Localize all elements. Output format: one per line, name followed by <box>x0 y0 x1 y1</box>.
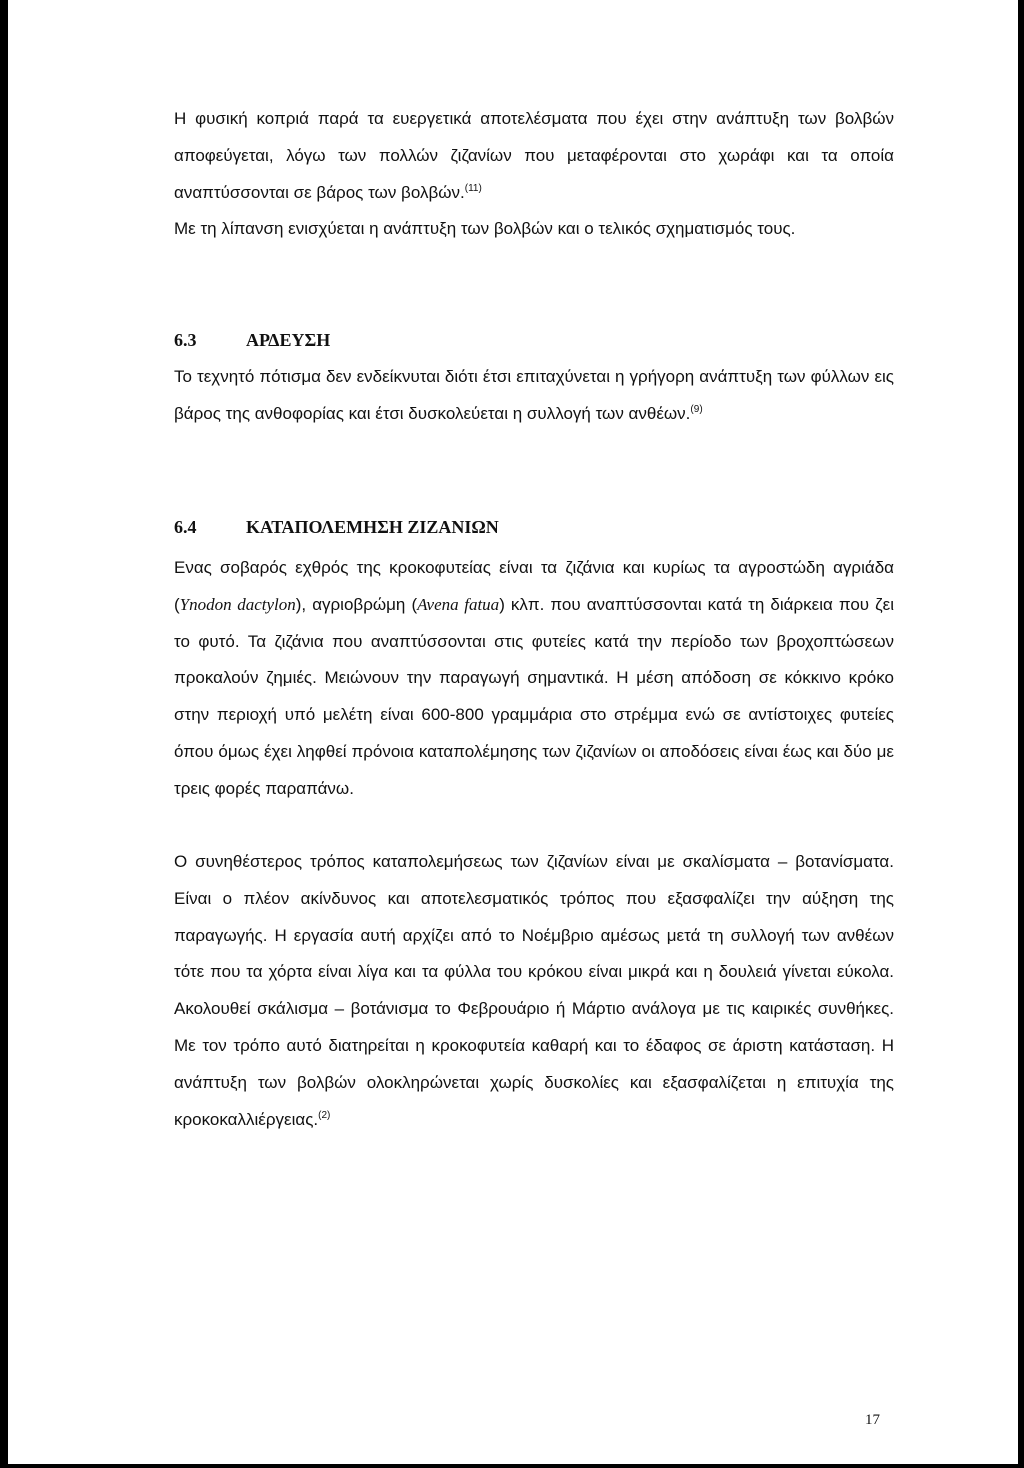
section-title: ΚΑΤΑΠΟΛΕΜΗΣΗ ΖΙΖΑΝΙΩΝ <box>246 517 499 537</box>
irrigation-paragraph: Το τεχνητό πότισμα δεν ενδείκνυται διότι έτσι επιταχύνεται η γρήγορη ανάπτυξη των φύλλων εις βάρος της ανθοφορίας και έτσι δυσκολεύεται η συλλογή των ανθέων.$^{(9)}$ <box>174 367 894 423</box>
page-number: 17 <box>865 1412 880 1428</box>
latin-species-name: Avena fatua <box>417 594 500 614</box>
weed-control-paragraph-1: Ενας σοβαρός εχθρός της κροκοφυτείας είναι τα ζιζάνια και κυρίως τα αγροστώδη αγριάδα (Ynodon dactylon), αγριοβρώμη (Avena fatua) κλπ. που αναπτύσσονται κατά τη διάρκεια που ζει το φυτό. Τα ζιζάνια που αναπτύσσονται στις φυτείες κατά την περίοδο των βροχοπτώσεων προκαλούν ζημιές. Μειώνουν την παραγωγή σημαντικά. Η μέση απόδοση σε κόκκινο κρόκο στην περιοχή υπό μελέτη είναι 600-800 γραμμάρια στο στρέμμα ενώ σε αντίστοιχες φυτείες όπου όμως έχει ληφθεί πρόνοια καταπολέμησης των ζιζανίων οι αποδόσεις είναι έως και δύο με τρεις φορές παραπάνω. <box>174 558 894 798</box>
section-number: 6.3 <box>174 330 197 350</box>
reference-marker: (9) <box>690 403 703 415</box>
section-heading-irrigation <box>174 329 330 351</box>
document-page <box>8 0 1018 1464</box>
section-title: ΑΡΔΕΥΣΗ <box>246 330 331 350</box>
reference-marker: (11) <box>464 182 482 194</box>
section-heading-weed-control <box>174 516 499 538</box>
intro-paragraph-manure: Η φυσική κοπριά παρά τα ευεργετικά αποτελέσματα που έχει στην ανάπτυξη των βολβών αποφεύγεται, λόγω των πολλών ζιζανίων που μεταφέρονται στο χωράφι και τα οποία αναπτύσσονται σε βάρος των βολβών.$^{(11)}$ <box>174 109 894 202</box>
reference-marker: (2) <box>318 1109 331 1121</box>
intro-paragraph-fertilization: Με τη λίπανση ενισχύεται η ανάπτυξη των βολβών και ο τελικός σχηματισμός τους. <box>174 219 796 238</box>
latin-species-name: Ynodon dactylon <box>179 594 296 614</box>
section-number: 6.4 <box>174 517 197 537</box>
weed-control-paragraph-2: Ο συνηθέστερος τρόπος καταπολεμήσεως των ζιζανίων είναι με σκαλίσματα – βοτανίσματα. Είναι ο πλέον ακίνδυνος και αποτελεσματικός τρόπος που εξασφαλίζει την αύξηση της παραγωγής. Η εργασία αυτή αρχίζει από το Νοέμβριο αμέσως μετά τη συλλογή των ανθέων τότε που τα χόρτα είναι λίγα και τα φύλλα του κρόκου είναι μικρά και η δουλειά γίνεται εύκολα. Ακολουθεί σκάλισμα – βοτάνισμα το Φεβρουάριο ή Μάρτιο ανάλογα με τις καιρικές συνθήκες. Με τον τρόπο αυτό διατηρείται η κροκοφυτεία καθαρή και το έδαφος σε άριστη κατάσταση. Η ανάπτυξη των βολβών ολοκληρώνεται χωρίς δυσκολίες και εξασφαλίζεται η επιτυχία της κροκοκαλλιέργειας.$^{(2)}$ <box>174 852 894 1129</box>
